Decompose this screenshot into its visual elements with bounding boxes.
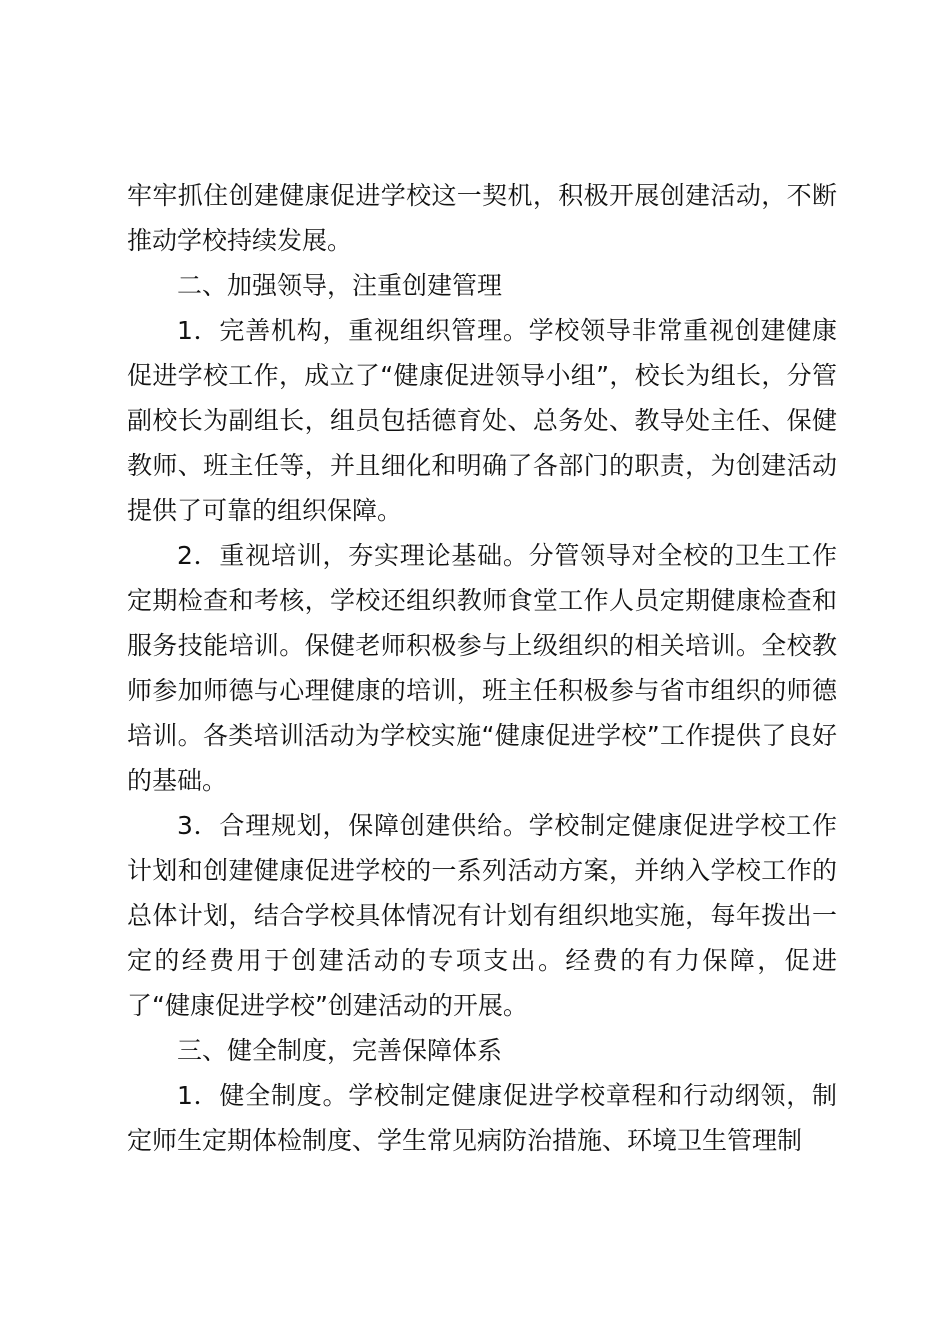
paragraph-regulations: 1．健全制度。学校制定健康促进学校章程和行动纲领，制定师生定期体检制度、学生常见病防治措施、环境卫生管理制 xyxy=(127,1081,837,1155)
section-heading-leadership: 二、加强领导，注重创建管理 xyxy=(177,271,503,300)
paragraph-training: 2．重视培训，夯实理论基础。分管领导对全校的卫生工作定期检查和考核，学校还组织教师食堂工作人员定期健康检查和服务技能培训。保健老师积极参与上级组织的相关培训。全校教师参加师德与心理健康的培训，班主任积极参与省市组织的师德培训。各类培训活动为学校实施“健康促进学校”工作提供了良好的基础。 xyxy=(127,541,837,795)
paragraph-planning: 3．合理规划，保障创建供给。学校制定健康促进学校工作计划和创建健康促进学校的一系列活动方案，并纳入学校工作的总体计划，结合学校具体情况有计划有组织地实施，每年拨出一定的经费用于创建活动的专项支出。经费的有力保障，促进了“健康促进学校”创建活动的开展。 xyxy=(127,811,837,1020)
paragraph-organization: 1．完善机构，重视组织管理。学校领导非常重视创建健康促进学校工作，成立了“健康促进领导小组”，校长为组长，分管副校长为副组长，组员包括德育处、总务处、教导处主任、保健教师、班主任等，并且细化和明确了各部门的职责，为创建活动提供了可靠的组织保障。 xyxy=(127,316,837,525)
document-body xyxy=(127,173,837,1163)
section-heading-system: 三、健全制度，完善保障体系 xyxy=(177,1036,503,1065)
paragraph-continuation: 牢牢抓住创建健康促进学校这一契机，积极开展创建活动，不断推动学校持续发展。 xyxy=(127,181,837,255)
